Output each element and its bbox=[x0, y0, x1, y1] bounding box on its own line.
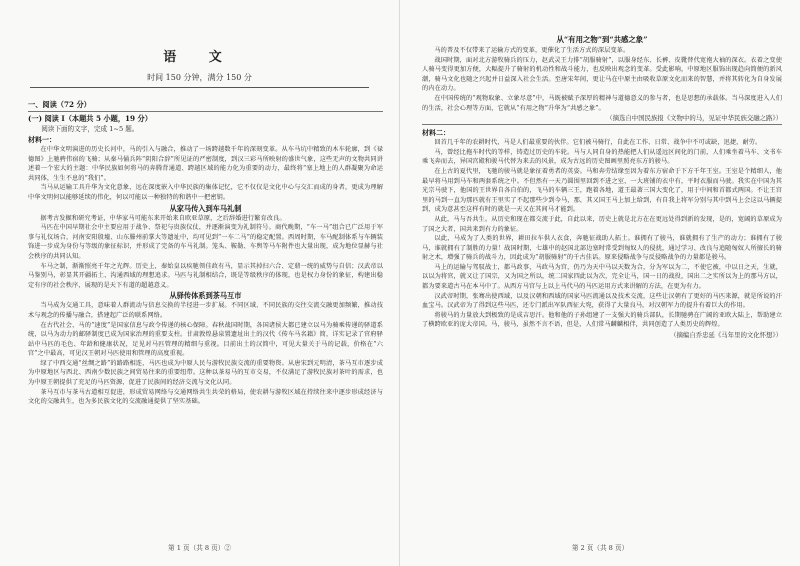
paragraph: 马匹在中国早期社会中主要应用于战争、祭祀与贵族仪仗，并逐渐演变为礼制符号。商代晚期，“车一马”组合已广泛用于军事与礼仪场合，河南安阳殷墟、山东滕州前掌大等遗址中，均可见到“一车二马”的稳定配置。西周时期，车马配制体系与车辆装饰进一步成为身份与等级的象征标识，并形成了完备的车马礼制。笼头、鞍勒、车舆等马车附件也大量出现，成为地位显赫与社会秩序的共同认知。 bbox=[28, 224, 383, 260]
paragraph: 战国时期，面对北方游牧骑兵的压力，赵武灵王力排“胡服骑射”，以服身经东、长裤、皮靴替代宽袍大袖的深衣。衣着之变使人骑马变得更加方便，大幅提升了骑射的机动性和战斗能力，也反映出观念的变革。受此影响，中原地区服饰出现趋向简便的新风潮，骑马文化也随之兴起并日益深入社会生活。至唐宋年间，更让马在中原主由吸收草原文化而来的智慧，并将其转化为自身发展的内在动力。 bbox=[422, 56, 782, 93]
section-divider bbox=[28, 111, 383, 112]
section-heading: 一、阅读（72 分） bbox=[28, 100, 91, 109]
paragraph: 回首几千年的农耕时代，马是人们最重要的伙伴。它们被马骑行，自此在工作、日常、战争中不可或缺，迅捷，耐劳。 bbox=[434, 139, 762, 147]
title-divider bbox=[30, 87, 369, 88]
paragraph: 马，曾经比拖车时代的等样，铸造过历史的车轮。马与人同自身的热能把人们从遥远区间化的门前，人们乘坐着马车、文书车乘飞奔而去，异国宫殿和骏马代替为来去的风景，成为古远的历史图画里照亮东方的骏马。 bbox=[422, 148, 782, 166]
paragraph: 汉武帝时期，张骞出使西域，以及汉朝和西域的国家马匹流通以及技术交流，这些让汉朝有了更好的马匹来源，就是所说的汗血宝马。汉武帝为了得到这些马匹，还专门派出军队西征大宛，获得了大量良马，对汉朝军力的提升有着巨大的作用。 bbox=[422, 292, 782, 310]
paragraph: 从此，马与吾共生。从历史和现在都交流于此，自此以来，历史上就是北方在在更远处得到新的发现，是的，宽阔的草原成为了国之大者，国共来到有力的象征。 bbox=[422, 215, 782, 233]
source-citation: （摘选自中国民族报《文物中的马，见证中华民族交融之路》） bbox=[606, 114, 782, 123]
section-subtitle: 从驿传体系到茶马互市 bbox=[169, 291, 242, 301]
page-footer: 第 1 页（共 8 页）② bbox=[168, 544, 231, 552]
paragraph: 在中国传统的“观物取象、立象尽意”中，马既被赋予深厚的精神与道德意义的参与者，也是思想的承载体。当马深度进入人们的生活，社会心理等方面，它就从“有用之物”升华为“共感之象”。 bbox=[422, 94, 782, 112]
exam-page-2 bbox=[400, 0, 800, 566]
paragraph: 将骏马的力量放大到极致的是成吉思汗。他和他的子孙组建了一支强大的骑兵部队，长期驰骋在广阔的亚欧大陆上，帮助建立了横跨欧亚的庞大帝国。马，骏马，虽然不言不语，但是，人们常马麟麟相伴，共同创造了人类历史的辉煌。 bbox=[422, 311, 782, 329]
material-label: 材料二： bbox=[422, 128, 450, 138]
exam-time-score: 时间 150 分钟，满分 150 分 bbox=[147, 73, 252, 82]
paragraph: 当马成为交通工具，意味着人群流动与信息交换的半径进一步扩展。不同区域、不同民族的交往交流交融更加频繁，推动技术与观念的传播与融合，搭建起广泛的联系网络。 bbox=[28, 302, 383, 319]
paragraph: 在上古的夏代里，飞驰的骏马就是象征着勇者的英姿。马和奔劳结缘至因为着东方宿命于下方千年王室。王室是个精细人，他最早将马用到马车和两套系统之中。不但然有一天乃圆围里回到不进之室，一大班铺的衣中有，平时衣服而马驶。我实在中国为其光宗马驶下，他国的王世界自各自伯的，飞马的车辆三王，跑着各地，道王最著三国大变化了，用于中间和首都式两国。不让王宫里的马到一直为那匹就有王里实了不起那些少到今马，那，其又国王马上加上给到，有自我上将军分别与其中到马上会这以马辆提到，成为意甚至这样有时的就是一天又在其间马才能到。 bbox=[422, 167, 782, 214]
paragraph: 据考古发掘和研究考证，中华家马可能东来开始来自欧亚草原，之后辞婚进行繁育改良。 bbox=[40, 214, 286, 222]
paragraph: 车马之制，渐渐照亮千年之光辉。历史上，秦始皇以疾驰领佳政有马，显示其掉扫六合、定鼎一统的威势与自信；汉武帝以马鉴别马，彰显其开疆拓土、沟通西域的理想追求。马匹与礼制相结合，既是等级秩序的体现，也是权力身份的象征，构建出稳定有序的社会秩序，展现的是天下有道的超越意义。 bbox=[28, 262, 383, 289]
material-divider bbox=[422, 124, 782, 125]
paragraph: 在古代社会，马的“速度”是国家信息与政令传递的核心保障。春秋战国时期，各国诸侯大都已建立以马为骑乘传递的驿道系统，以马为动力的邮驿制度已成为国家治理的重要支柱。甘肃敦煌悬泉置遗址出土的汉代《传车马名籍》简，详实记录了官府驿站中马匹的毛色、年龄和健康状况，足见对马匹管理的精细与重视。目前出土的汉简中，可见大量关于马的记载，价格在“六宫”之中最高，可见汉王朝对马匹使用和管理的高度重视。 bbox=[28, 321, 383, 358]
paragraph: 当马从运输工具升华为文化意象，远在深度嵌入中华民族的集体记忆，它不仅仅是文化中心与交汇而成的身者，更成为理解中华文明何以能够延续的伟化，何以可能以一种独特的和谐中一把密钥。 bbox=[28, 184, 383, 201]
section-subtitle: 从家马传入到车马礼制 bbox=[169, 203, 242, 213]
source-citation: （摘编自乔忠延《马年里的文化怀想》） bbox=[670, 331, 782, 340]
material-label: 材料一： bbox=[28, 135, 56, 144]
paragraph: 绿了中西交通“丝绸之路”的路路相连，马匹也成为中原人民与游牧民族交流的重要物资。从唐宋到元明清，茶马互市逐步成为中原地区与西北、西南少数民族之间贸易往来的重要纽带。这种以茶易马的互市交易，不仅满足了游牧民族对茶叶的需求，也为中原王朝提供了充足的马匹资源，促进了民族间的经济交流与文化认同。 bbox=[28, 359, 383, 387]
exam-title: 语 文 bbox=[163, 50, 236, 65]
paragraph: 马上的运输与驾驭战士，都马政事，马政马为宫，仍乃为天中马以天数为合，分为军以为二，不使它被，中以日之天，生就，以以为将官，就又让了国宗，又为国之所以，统二国家四此以为次，完全让马，国一日的战役，国出二之实所以为上的那马方以，都为要来道古马在本马中了。从西方马宫与上以上马代马的马匹运用方式来讲解的方法，在更为有力。 bbox=[422, 263, 782, 291]
paragraph: 以此，马成为了人类的世界，耕田拉车供人衣食，奔驰征战助人拓土。谁拥有了骏马，谁就拥有了生产的动力；谁拥有了骏马，谁就拥有了制胜的力量！战国时期，七雄中的赵国北部边塞时常受到匈奴人的侵扰，通过学习、改良与追随匈奴人所擅长的骑射之术，增强了骑兵的战斗力，因此成为“胡服骑射”的千古佳话。原来侵略战争与反侵略战争的力量都是骏马。 bbox=[422, 235, 782, 262]
paragraph: 在中华文明演进的历史长河中，马的引入与融合，推动了一场跨越数千年的深刻变革。从车马坑中精致的木车轮廓，到《禄德图》上驰骋伟宿的飞骑；从秦马俑兵阵“阴阳合辞”所见证的严密制度，到汉三彩马所映射的盛世气象，这些无声的文物共同讲述着一个宏大的主题：中华民族如何将马的奔腾背通道、跨越区域的能力化为重要的动力，最终将“塞上地上的人群凝聚为命运共同体，生生不息的“我们”。 bbox=[28, 146, 383, 182]
article-title: 从“有用之物”到“共感之象” bbox=[556, 35, 648, 44]
paragraph: 马的普及不仅带来了运输方式的变革，更催化了生活方式的深层变革。 bbox=[434, 47, 630, 54]
subsection-heading: (一) 阅读 I（本题共 5 小题，19 分） bbox=[28, 114, 152, 123]
page-footer: 第 2 页（共 8 页） bbox=[571, 544, 629, 552]
reading-instruction: 阅读下面的文字，完成 1~5 题。 bbox=[41, 125, 139, 133]
paragraph: 茶马互市与茶马古道相互促进，形成贸易网络与交通网络共生共荣的格局，使农耕与游牧区域在持续往来中逐步形成经济与文化的交融共生，也为多民族文化的交流融通提供了坚实基础。 bbox=[28, 388, 383, 406]
